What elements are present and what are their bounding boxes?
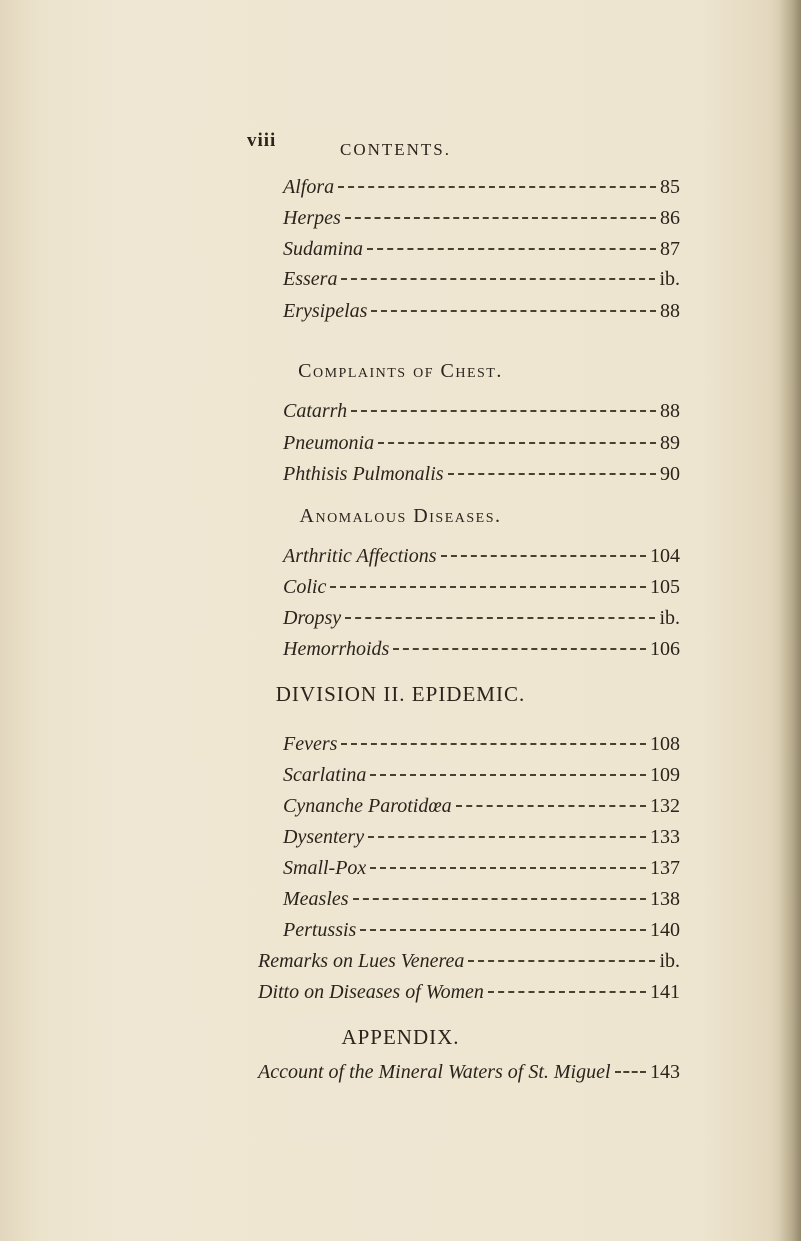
dot-leader [360, 929, 646, 931]
toc-entry-page: ib. [659, 950, 680, 972]
toc-entry-page: 143 [650, 1061, 680, 1083]
toc-entry-page: 137 [650, 857, 680, 879]
dot-leader [370, 774, 646, 776]
dot-leader [371, 310, 656, 312]
dot-leader [338, 186, 656, 188]
toc-entry-label: Sudamina [283, 238, 363, 260]
toc-entry-label: Colic [283, 576, 327, 598]
toc-entry-page: 106 [650, 638, 680, 660]
dot-leader [353, 898, 646, 900]
toc-entry-label: Account of the Mineral Waters of St. Miguel [258, 1061, 611, 1083]
toc-entry-page: 89 [660, 432, 680, 454]
dot-leader [488, 991, 646, 993]
toc-entry-scarlatina[interactable] [283, 762, 680, 788]
dot-leader [378, 442, 656, 444]
toc-entry-fevers[interactable] [283, 731, 680, 757]
division-heading-epidemic: DIVISION II. EPIDEMIC. [275, 682, 526, 706]
toc-entry-page: 88 [660, 300, 680, 322]
appendix-heading: APPENDIX. [341, 1025, 460, 1049]
toc-entry-page: 85 [660, 176, 680, 198]
toc-entry-label: Pneumonia [283, 432, 375, 454]
toc-entry-page: 140 [650, 919, 680, 941]
toc-entry-label: Ditto on Diseases of Women [258, 981, 484, 1003]
dot-leader [345, 217, 656, 219]
toc-entry-label: Dropsy [283, 607, 342, 629]
toc-entry-page: ib. [659, 607, 680, 629]
dot-leader [448, 473, 656, 475]
dot-leader [341, 278, 655, 280]
toc-entry-page: 138 [650, 888, 680, 910]
toc-entry-dysentery[interactable] [283, 824, 680, 850]
dot-leader [370, 867, 646, 869]
toc-entry-label: Pertussis [283, 919, 357, 941]
section-heading-anomalous: Anomalous Diseases. [299, 505, 502, 527]
toc-entry-label: Essera [283, 268, 338, 290]
toc-entry-phthisis-pulmonalis[interactable] [283, 461, 680, 487]
toc-entry-label: Catarrh [283, 400, 348, 422]
dot-leader [393, 648, 646, 650]
toc-entry-label: Fevers [283, 733, 338, 755]
toc-entry-alfora[interactable] [283, 174, 680, 200]
dot-leader [367, 248, 656, 250]
toc-entry-sudamina[interactable] [283, 236, 680, 262]
toc-entry-page: 132 [650, 795, 680, 817]
toc-entry-label: Herpes [283, 207, 341, 229]
toc-entry-label: Cynanche Parotidœa [283, 795, 452, 817]
toc-entry-label: Arthritic Affections [283, 545, 437, 567]
toc-entry-essera[interactable] [283, 266, 680, 292]
toc-entry-label: Measles [283, 888, 349, 910]
toc-entry-dropsy[interactable] [283, 605, 680, 631]
toc-entry-label: Alfora [283, 176, 335, 198]
dot-leader [456, 805, 646, 807]
toc-entry-page: 104 [650, 545, 680, 567]
toc-entry-label: Phthisis Pulmonalis [283, 463, 444, 485]
toc-entry-page: 141 [650, 981, 680, 1003]
toc-entry-small-pox[interactable] [283, 855, 680, 881]
toc-entry-page: 90 [660, 463, 680, 485]
toc-entry-lues-venerea[interactable] [258, 948, 680, 974]
section-heading-chest: Complaints of Chest. [298, 360, 503, 382]
toc-entry-page: 133 [650, 826, 680, 848]
dot-leader [351, 410, 656, 412]
dot-leader [341, 743, 646, 745]
toc-entry-label: Remarks on Lues Venerea [258, 950, 465, 972]
toc-entry-page: 105 [650, 576, 680, 598]
toc-entry-arthritic-affections[interactable] [283, 543, 680, 569]
toc-entry-label: Dysentery [283, 826, 365, 848]
toc-entry-diseases-of-women[interactable] [258, 979, 680, 1005]
dot-leader [615, 1071, 646, 1073]
dot-leader [368, 836, 646, 838]
toc-entry-herpes[interactable] [283, 205, 680, 231]
dot-leader [468, 960, 655, 962]
toc-entry-label: Hemorrhoids [283, 638, 390, 660]
toc-entry-mineral-waters[interactable] [258, 1059, 680, 1085]
page-folio: viii [247, 130, 277, 151]
toc-entry-page: 88 [660, 400, 680, 422]
toc-entry-hemorrhoids[interactable] [283, 636, 680, 662]
toc-entry-page: 86 [660, 207, 680, 229]
toc-entry-label: Erysipelas [283, 300, 368, 322]
toc-entry-page: 87 [660, 238, 680, 260]
toc-entry-cynanche-parotidoea[interactable] [283, 793, 680, 819]
running-title-text: CONTENTS. [339, 140, 452, 159]
toc-entry-page: ib. [659, 268, 680, 290]
dot-leader [330, 586, 646, 588]
toc-entry-label: Small-Pox [283, 857, 367, 879]
dot-leader [441, 555, 646, 557]
toc-entry-catarrh[interactable] [283, 398, 680, 424]
toc-entry-colic[interactable] [283, 574, 680, 600]
toc-entry-page: 108 [650, 733, 680, 755]
toc-entry-measles[interactable] [283, 886, 680, 912]
toc-entry-erysipelas[interactable] [283, 298, 680, 324]
dot-leader [345, 617, 655, 619]
toc-entry-pneumonia[interactable] [283, 430, 680, 456]
toc-entry-page: 109 [650, 764, 680, 786]
toc-entry-label: Scarlatina [283, 764, 367, 786]
toc-entry-pertussis[interactable] [283, 917, 680, 943]
